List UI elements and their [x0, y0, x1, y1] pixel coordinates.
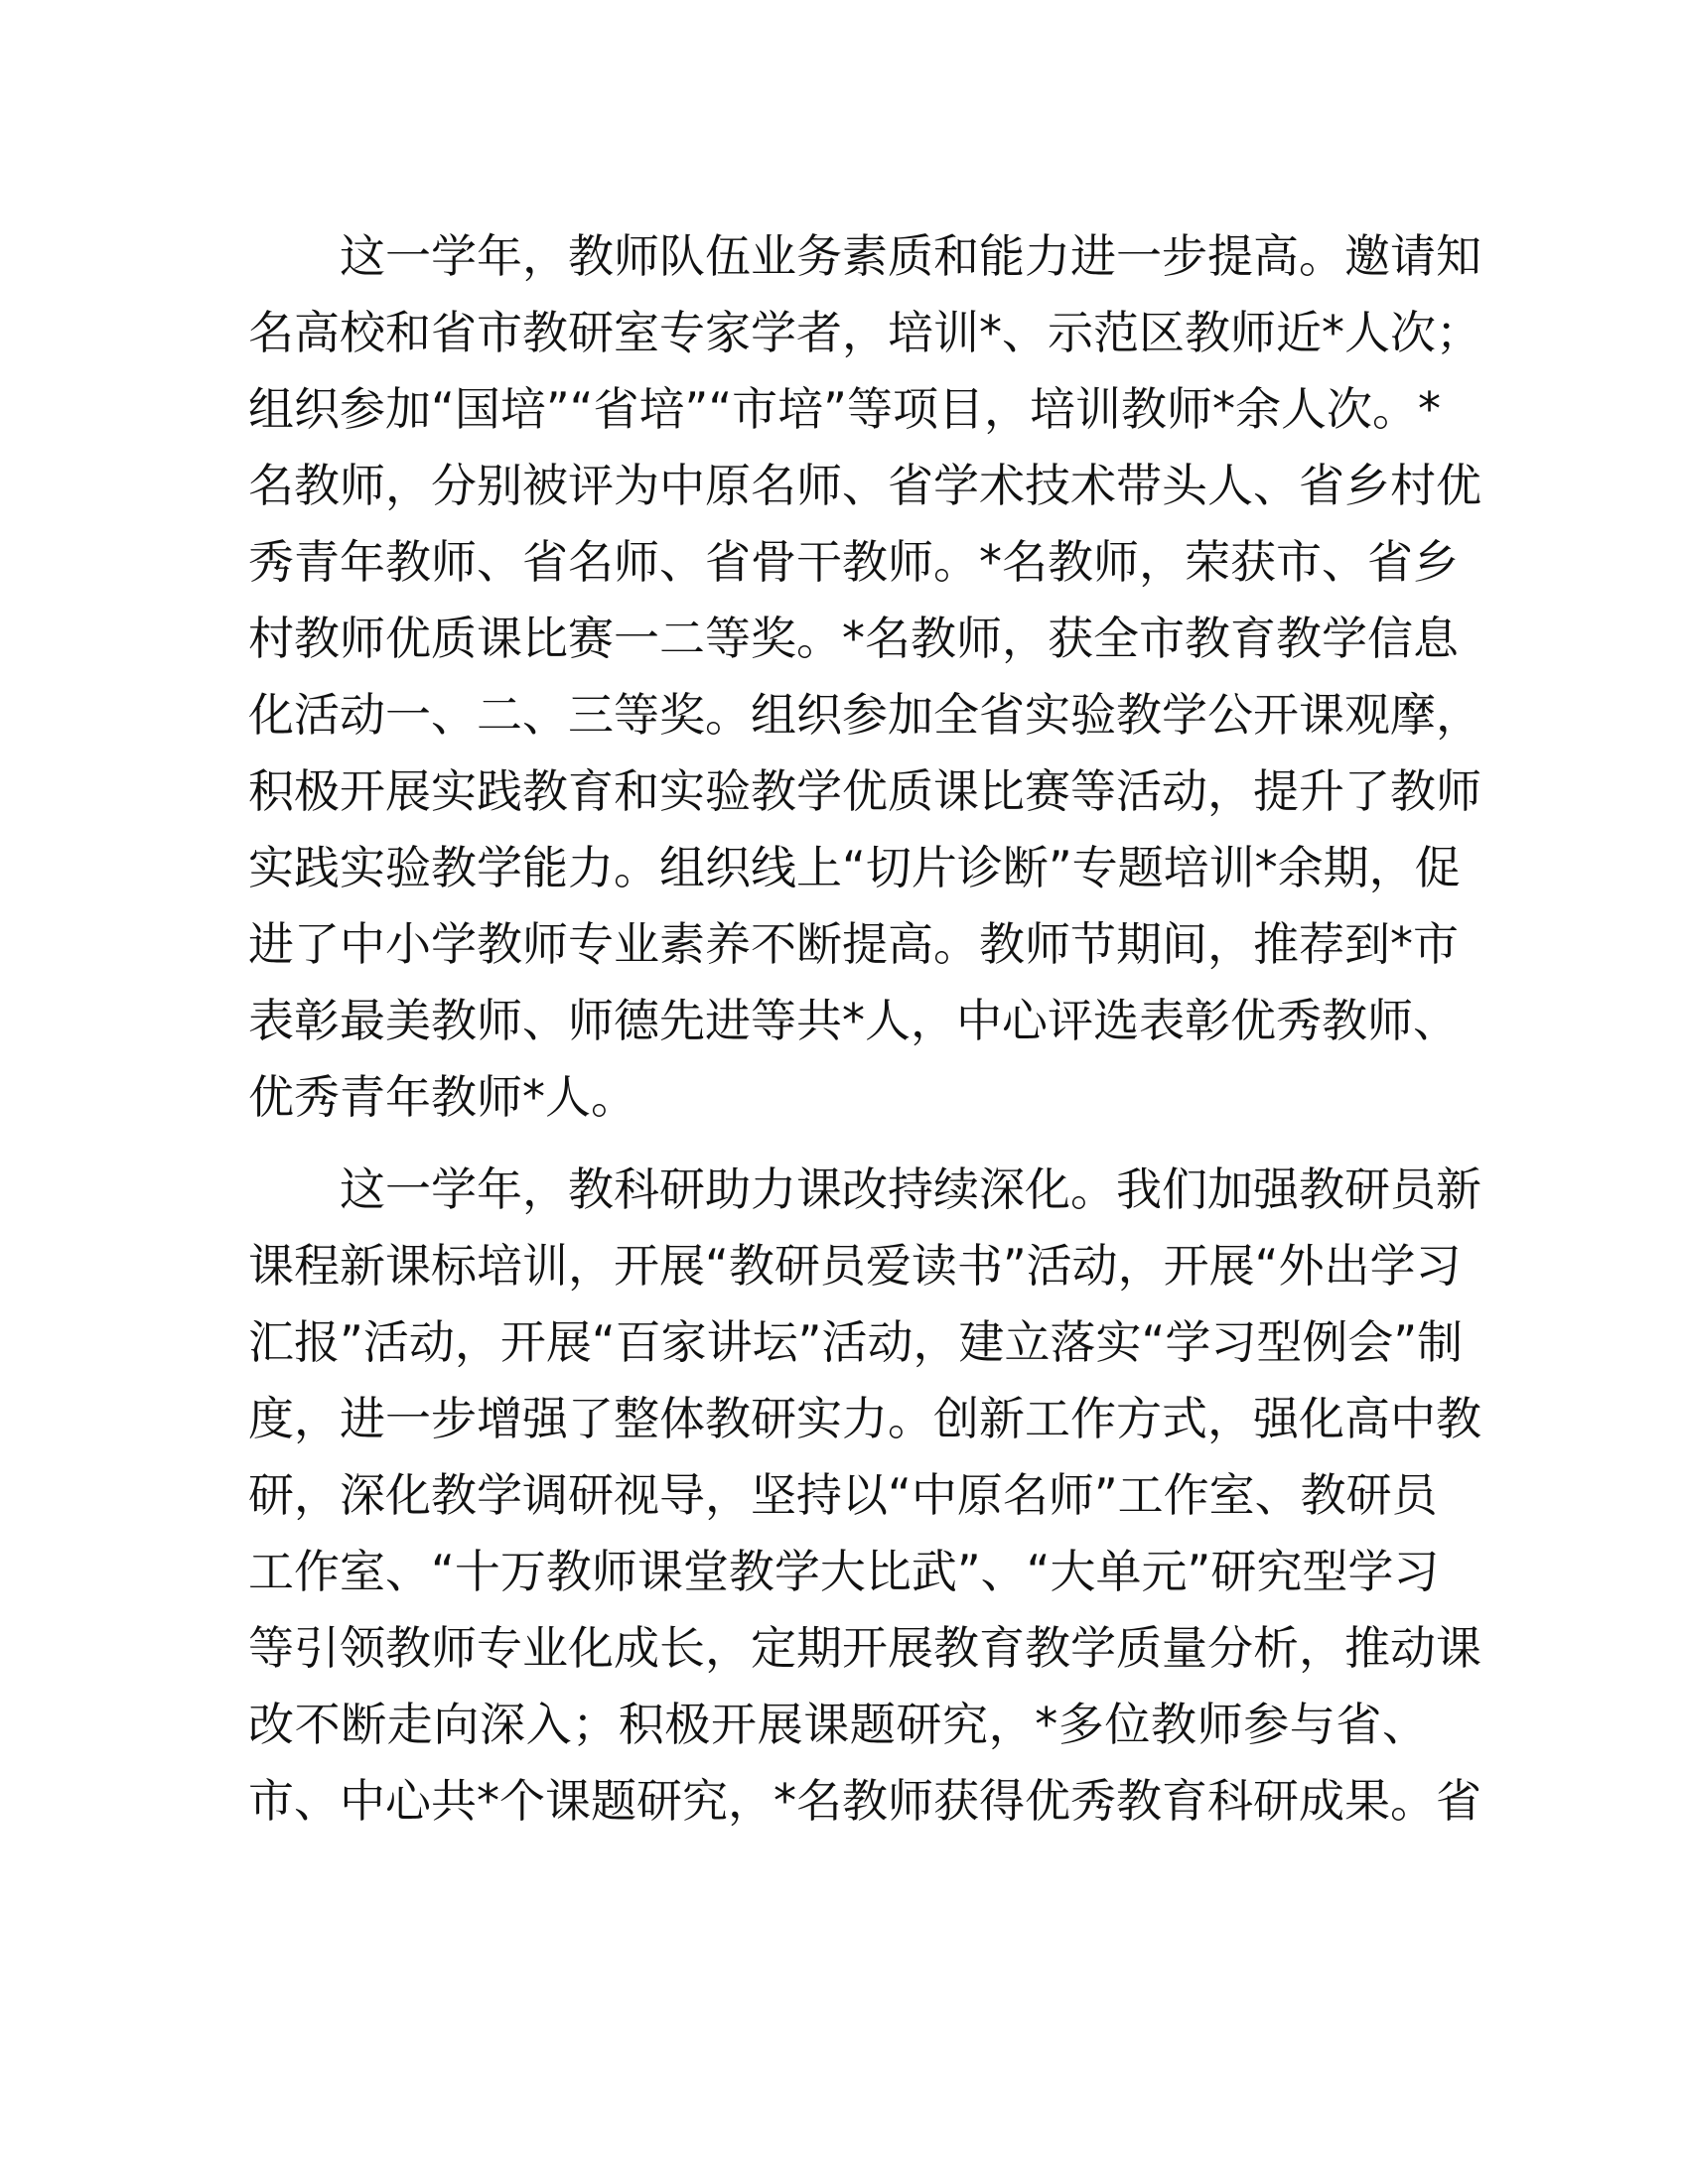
text-line: 等引领教师专业化成长，定期开展教育教学质量分析，推动课 [248, 1621, 1481, 1675]
document-page [248, 218, 1481, 1840]
text-line: 课程新课标培训，开展“教研员爱读书”活动，开展“外出学习 [248, 1239, 1462, 1293]
text-line: 组织参加“国培”“省培”“市培”等项目，培训教师*余人次。* [248, 382, 1441, 436]
text-line: 度，进一步增强了整体教研实力。创新工作方式，强化高中教 [248, 1392, 1481, 1445]
text-line: 化活动一、二、三等奖。组织参加全省实验教学公开课观摩， [248, 688, 1481, 742]
text-line: 这一学年，教科研助力课改持续深化。我们加强教研员新 [340, 1162, 1481, 1216]
text-line: 表彰最美教师、师德先进等共*人，中心评选表彰优秀教师、 [248, 994, 1459, 1047]
text-line: 秀青年教师、省名师、省骨干教师。*名教师，荣获市、省乡 [248, 535, 1459, 589]
text-line: 工作室、“十万教师课堂教学大比武”、“大单元”研究型学习 [248, 1545, 1440, 1598]
paragraph-teacher-quality [248, 218, 1481, 1136]
text-line: 村教师优质课比赛一二等奖。*名教师，获全市教育教学信息 [248, 612, 1459, 665]
text-line: 研，深化教学调研视导，坚持以“中原名师”工作室、教研员 [248, 1468, 1438, 1522]
text-line: 进了中小学教师专业素养不断提高。教师节期间，推荐到*市 [248, 917, 1459, 971]
text-line: 优秀青年教师*人。 [248, 1070, 636, 1124]
text-line: 市、中心共*个课题研究，*名教师获得优秀教育科研成果。省 [248, 1774, 1481, 1828]
text-line: 这一学年，教师队伍业务素质和能力进一步提高。邀请知 [340, 229, 1481, 283]
text-line: 积极开展实践教育和实验教学优质课比赛等活动，提升了教师 [248, 764, 1481, 818]
text-line: 实践实验教学能力。组织线上“切片诊断”专题培训*余期，促 [248, 841, 1461, 894]
text-line: 汇报”活动，开展“百家讲坛”活动，建立落实“学习型例会”制 [248, 1315, 1464, 1369]
paragraph-teaching-research [248, 1152, 1481, 1840]
text-line: 改不断走向深入；积极开展课题研究，*多位教师参与省、 [248, 1698, 1428, 1751]
text-line: 名教师，分别被评为中原名师、省学术技术带头人、省乡村优 [248, 459, 1481, 512]
text-line: 名高校和省市教研室专家学者，培训*、示范区教师近*人次； [248, 306, 1481, 359]
